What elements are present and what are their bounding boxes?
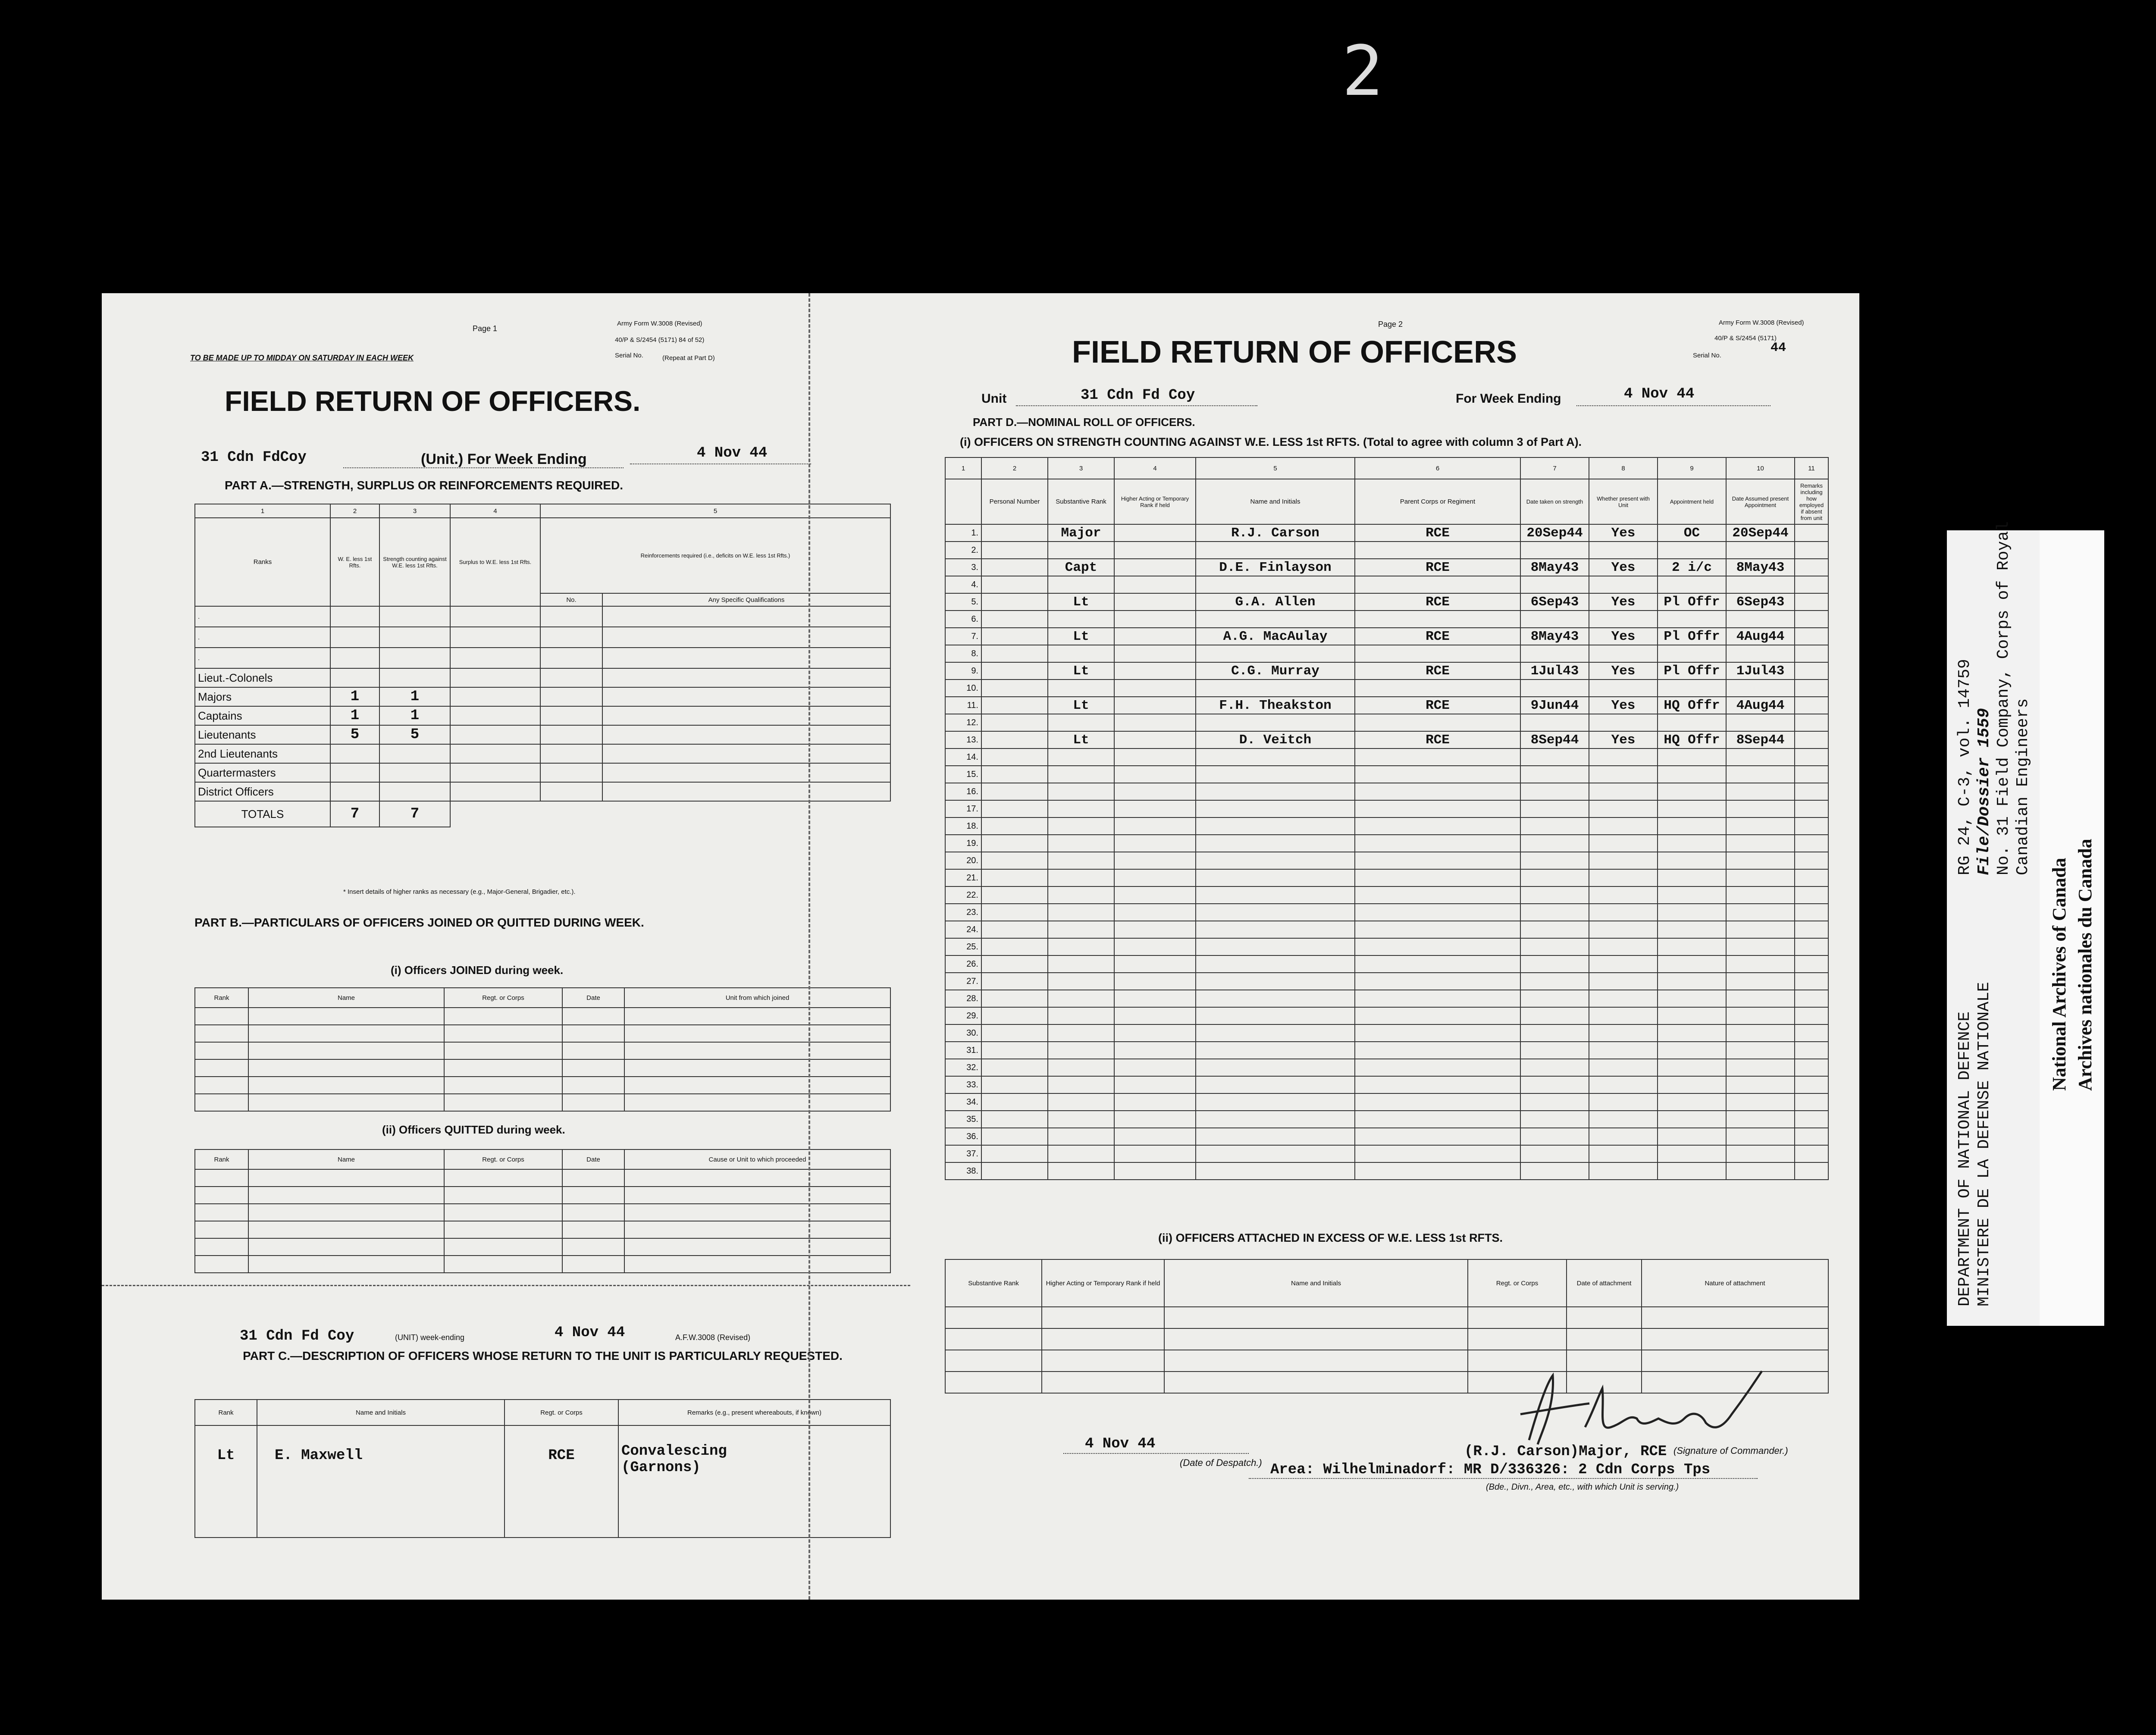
joined-head-corps: Regt. or Corps (444, 988, 562, 1008)
officer-present: Yes (1589, 697, 1658, 714)
archive-nac-fr: Archives nationales du Canada (2075, 839, 2096, 1091)
part-a-head-ranks: Ranks (195, 518, 330, 606)
head-acting-rank: Higher Acting or Temporary Rank if held (1114, 479, 1196, 524)
officer-rank: Lt (1048, 662, 1114, 680)
captains-strength: 1 (379, 706, 450, 725)
majors-strength: 1 (379, 687, 450, 706)
roll-row (945, 852, 1828, 869)
page2-unit-label: Unit (981, 391, 1007, 406)
roll-row-number: 13. (945, 731, 981, 748)
head-remarks: Remarks including how employed if absent from unit (1795, 479, 1828, 524)
part-a-col-5: 5 (540, 504, 890, 518)
officer-appt: OC (1658, 524, 1726, 542)
roll-row-number: 32. (945, 1059, 981, 1076)
roll-row-number: 6. (945, 611, 981, 628)
officer-name: D. Veitch (1196, 731, 1355, 748)
page1-label: Page 1 (473, 324, 498, 333)
officer-present: Yes (1589, 662, 1658, 680)
roll-row (945, 714, 1828, 731)
roll-row (945, 731, 1828, 748)
part-d-title: PART D.—NOMINAL ROLL OF OFFICERS. (973, 416, 1195, 429)
rank-2nd-lieutenants: 2nd Lieutenants (195, 744, 330, 763)
head-substantive-rank: Substantive Rank (1048, 479, 1114, 524)
archive-dept-line1: DEPARTMENT OF NATIONAL DEFENCE (1955, 1011, 1974, 1306)
part-c-unit: 31 Cdn Fd Coy (240, 1328, 354, 1344)
quitted-head-corps: Regt. or Corps (444, 1149, 562, 1169)
officer-present: Yes (1589, 524, 1658, 542)
roll-row (945, 904, 1828, 921)
frame-number: 2 (1341, 31, 1384, 111)
officer-corps: RCE (1355, 731, 1520, 748)
joined-head-rank: Rank (195, 988, 248, 1008)
part-c-head-name: Name and Initials (257, 1400, 505, 1425)
officer-present: Yes (1589, 559, 1658, 576)
archive-unit-1: No. 31 Field Company, Corps of Royal (1994, 521, 2013, 875)
roll-row (945, 1162, 1828, 1180)
att-head-nature: Nature of attachment (1642, 1259, 1828, 1307)
roll-row-number: 30. (945, 1024, 981, 1042)
officer-appt: 2 i/c (1658, 559, 1726, 576)
totals-we: 7 (330, 801, 379, 827)
officer-name: R.J. Carson (1196, 524, 1355, 542)
roll-row-number: 1. (945, 524, 981, 542)
page1-unit-value: 31 Cdn FdCoy (201, 449, 307, 466)
lieutenants-we: 5 (330, 725, 379, 744)
archive-label (1947, 521, 2104, 1326)
roll-row-number: 24. (945, 921, 981, 938)
nominal-roll-table: 1 2 3 4 5 6 7 8 9 10 11 Personal Number Substantive Rank Higher Acting or Temporary Rank if held Name and Initials Parent Corps or Regiment Date taken on strength Whether present with Unit Appointment held Date Assumed present Appointment Remarks including how employed if absent from unit 1. Major R.J. Carson RCE 20Sep44 Yes OC 20Sep44 2. 3. Capt D.E. Finlayson RCE 8May43 Yes 2 i/c 8May43 4. 5. Lt G.A. Allen RCE 6Sep43 Yes Pl Offr 6Sep43 6. 7. Lt A.G. MacAulay RCE 8May43 Yes Pl Offr 4Aug44 8. 9. Lt C.G. Murray RCE 1Jul43 Yes Pl Offr 1Jul43 10. 11. Lt F.H. Theakston RCE 9Jun44 Yes HQ Offr 4Aug44 12. 13. Lt D. Veitch RCE 8Sep44 Yes HQ Offr 8Sep44 14. 15. 16. 17. 18. 19. 20. 21. 22. 23. 24. 25. 26. 27. 28. 29. 30. 31. 32. 33. 34. 35. 36. 37. 38. (945, 457, 1829, 1180)
roll-row (945, 1042, 1828, 1059)
totals-label: TOTALS (195, 801, 330, 827)
roll-row-number: 34. (945, 1093, 981, 1111)
officer-corps: RCE (1355, 593, 1520, 611)
roll-row-number: 8. (945, 645, 981, 662)
officer-rank: Lt (1048, 628, 1114, 645)
officer-rank: Major (1048, 524, 1114, 542)
roll-row-number: 36. (945, 1128, 981, 1145)
roll-row-number: 31. (945, 1042, 981, 1059)
roll-row (945, 973, 1828, 990)
roll-row-number: 11. (945, 697, 981, 714)
roll-row (945, 990, 1828, 1007)
form-sheet (102, 293, 1859, 1600)
part-a-col-3: 3 (379, 504, 450, 518)
officer-corps: RCE (1355, 662, 1520, 680)
officer-tos: 6Sep43 (1520, 593, 1589, 611)
part-a-col-2: 2 (330, 504, 379, 518)
roll-row-number: 3. (945, 559, 981, 576)
roll-row (945, 593, 1828, 611)
page1-serial-label: Serial No. (615, 352, 643, 359)
roll-row (945, 869, 1828, 886)
att-head-acting: Higher Acting or Temporary Rank if held (1042, 1259, 1164, 1307)
roll-row-number: 19. (945, 835, 981, 852)
roll-row (945, 800, 1828, 817)
roll-row (945, 524, 1828, 542)
page2-army-form: Army Form W.3008 (Revised) (1719, 319, 1804, 326)
officer-rank: Lt (1048, 593, 1114, 611)
archive-ref: RG 24, C-3, vol. 14759 (1955, 659, 1974, 875)
roll-row-number: 27. (945, 973, 981, 990)
part-c-unit-label: (UNIT) week-ending (395, 1333, 465, 1342)
part-c-table (194, 1399, 891, 1538)
head-personal-number: Personal Number (981, 479, 1048, 524)
part-a-col-4: 4 (450, 504, 540, 518)
lieutenants-strength: 5 (379, 725, 450, 744)
roll-row (945, 628, 1828, 645)
joined-table (194, 987, 891, 1112)
part-a-head-reinf: Reinforcements required (i.e., deficits on W.E. less 1st Rfts.) (540, 518, 890, 593)
roll-row (945, 886, 1828, 904)
officer-tos: 20Sep44 (1520, 524, 1589, 542)
att-head-name: Name and Initials (1164, 1259, 1468, 1307)
page2-unit-value: 31 Cdn Fd Coy (1081, 387, 1195, 404)
part-a-table: 1 2 3 4 5 Ranks W. E. less 1st Rfts. Strength counting against W.E. less 1st Rfts. Surplus to W.E. less 1st Rfts. Reinforcements required (i.e., deficits on W.E. less 1st Rfts.) No. Any Specific Qualifications . . . Lieut.-Colonels Majors 1 1 Captains 1 1 Lieutenants 5 5 2nd Lieutenants Quartermasters District Officers TOTALS 7 7 (194, 504, 891, 827)
rank-quartermasters: Quartermasters (195, 763, 330, 782)
officer-tos: 8May43 (1520, 559, 1589, 576)
rank-lieut-colonels: Lieut.-Colonels (195, 668, 330, 687)
officer-name: A.G. MacAulay (1196, 628, 1355, 645)
roll-row (945, 1128, 1828, 1145)
officer-appt: Pl Offr (1658, 628, 1726, 645)
roll-row (945, 542, 1828, 559)
roll-row-number: 16. (945, 783, 981, 800)
officer-appt: Pl Offr (1658, 662, 1726, 680)
archive-file: File/Dossier 1559 (1975, 708, 1993, 875)
despatch-date: 4 Nov 44 (1085, 1436, 1156, 1452)
rank-lieutenants: Lieutenants (195, 725, 330, 744)
officer-tos: 8Sep44 (1520, 731, 1589, 748)
officer-appt-date: 8May43 (1726, 559, 1795, 576)
officer-name: D.E. Finlayson (1196, 559, 1355, 576)
page-fold-line (808, 293, 810, 1600)
part-a-head-quals: Any Specific Qualifications (602, 593, 890, 606)
roll-row (945, 1059, 1828, 1076)
page2-unit-underline (1016, 405, 1257, 406)
roll-row-number: 21. (945, 869, 981, 886)
attached-title: (ii) OFFICERS ATTACHED IN EXCESS OF W.E. LESS 1st RFTS. (1158, 1231, 1503, 1244)
page1-instruction: TO BE MADE UP TO MIDDAY ON SATURDAY IN EACH WEEK (190, 354, 414, 362)
part-b-title: PART B.—PARTICULARS OF OFFICERS JOINED OR QUITTED DURING WEEK. (194, 916, 644, 929)
roll-row-number: 23. (945, 904, 981, 921)
part-a-title: PART A.—STRENGTH, SURPLUS OR REINFORCEMENTS REQUIRED. (225, 479, 624, 492)
officer-name: C.G. Murray (1196, 662, 1355, 680)
officer-corps: RCE (1355, 628, 1520, 645)
roll-row-number: 38. (945, 1162, 981, 1180)
head-appt-date: Date Assumed present Appointment (1726, 479, 1795, 524)
area-line: Area: Wilhelminadorf: MR D/336326: 2 Cdn Corps Tps (1270, 1462, 1711, 1478)
officer-appt: Pl Offr (1658, 593, 1726, 611)
totals-strength: 7 (379, 801, 450, 827)
officer-corps: RCE (1355, 697, 1520, 714)
part-c-head-remarks: Remarks (e.g., present whereabouts, if known) (618, 1400, 890, 1425)
part-a-head-strength: Strength counting against W.E. less 1st Rfts. (379, 518, 450, 606)
roll-row-number: 18. (945, 817, 981, 835)
part-a-footnote: * Insert details of higher ranks as necessary (e.g., Major-General, Brigadier, etc.). (343, 888, 576, 896)
area-note: (Bde., Divn., Area, etc., with which Unit is serving.) (1486, 1482, 1679, 1492)
officer-present: Yes (1589, 731, 1658, 748)
joined-head-date: Date (562, 988, 624, 1008)
despatch-underline (1063, 1453, 1249, 1454)
roll-row (945, 645, 1828, 662)
part-c-form: A.F.W.3008 (Revised) (675, 1333, 751, 1342)
roll-row (945, 938, 1828, 955)
head-tos: Date taken on strength (1520, 479, 1589, 524)
quitted-head-name: Name (248, 1149, 444, 1169)
roll-row (945, 748, 1828, 766)
part-d-sub: (i) OFFICERS ON STRENGTH COUNTING AGAINST W.E. LESS 1st RFTS. (Total to agree with column 3 of Part A). (960, 435, 1582, 448)
page1-week-ending: 4 Nov 44 (697, 445, 768, 461)
officer-name: F.H. Theakston (1196, 697, 1355, 714)
roll-row (945, 611, 1828, 628)
roll-row (945, 835, 1828, 852)
roll-row (945, 783, 1828, 800)
roll-row-number: 15. (945, 766, 981, 783)
page2-week-value: 4 Nov 44 (1624, 386, 1695, 402)
roll-row-number: 37. (945, 1145, 981, 1162)
roll-row (945, 955, 1828, 973)
officer-present: Yes (1589, 593, 1658, 611)
officer-rank: Capt (1048, 559, 1114, 576)
roll-row-number: 17. (945, 800, 981, 817)
roll-row-number: 20. (945, 852, 981, 869)
majors-we: 1 (330, 687, 379, 706)
page1-form-code: 40/P & S/2454 (5171) 84 of 52) (615, 336, 705, 344)
officer-appt-date: 20Sep44 (1726, 524, 1795, 542)
roll-row (945, 697, 1828, 714)
roll-row-number: 4. (945, 576, 981, 593)
officer-rank: Lt (1048, 731, 1114, 748)
officer-tos: 8May43 (1520, 628, 1589, 645)
roll-row-number: 9. (945, 662, 981, 680)
part-c-title: PART C.—DESCRIPTION OF OFFICERS WHOSE RETURN TO THE UNIT IS PARTICULARLY REQUESTED. (243, 1349, 843, 1362)
archive-nac-en: National Archives of Canada (2049, 858, 2070, 1091)
joined-head-unit: Unit from which joined (624, 988, 890, 1008)
roll-row (945, 921, 1828, 938)
part-c-entry-rank: Lt (195, 1425, 257, 1538)
joined-title: (i) Officers JOINED during week. (391, 964, 564, 977)
page2-form-code: 40/P & S/2454 (5171) (1714, 335, 1777, 342)
roll-row-number: 29. (945, 1007, 981, 1024)
officer-rank: Lt (1048, 697, 1114, 714)
officer-appt-date: 1Jul43 (1726, 662, 1795, 680)
roll-row (945, 1093, 1828, 1111)
roll-row (945, 576, 1828, 593)
roll-row (945, 662, 1828, 680)
archive-nac-panel (2040, 530, 2104, 1326)
nominal-roll-body (945, 524, 1828, 1180)
roll-row (945, 766, 1828, 783)
page2-label: Page 2 (1378, 320, 1403, 329)
area-underline (1249, 1478, 1758, 1479)
part-c-entry-remarks-1: Convalescing (621, 1443, 727, 1459)
roll-row (945, 1007, 1828, 1024)
roll-row (945, 1076, 1828, 1093)
captains-we: 1 (330, 706, 379, 725)
page2-serial-label: Serial No. (1693, 352, 1721, 359)
att-head-date: Date of attachment (1567, 1259, 1642, 1307)
archive-unit-2: Canadian Engineers (2014, 698, 2032, 875)
head-present: Whether present with Unit (1589, 479, 1658, 524)
archive-dept-line2: MINISTERE DE LA DEFENSE NATIONALE (1975, 982, 1993, 1306)
page2-week-label: For Week Ending (1456, 391, 1561, 406)
roll-row (945, 1145, 1828, 1162)
head-name: Name and Initials (1196, 479, 1355, 524)
page1-title: FIELD RETURN OF OFFICERS. (225, 385, 641, 417)
part-c-entry-name: E. Maxwell (257, 1425, 505, 1538)
page1-army-form: Army Form W.3008 (Revised) (617, 320, 702, 327)
part-a-head-surplus: Surplus to W.E. less 1st Rfts. (450, 518, 540, 606)
roll-row (945, 680, 1828, 697)
roll-row-number: 7. (945, 628, 981, 645)
part-a-head-no: No. (540, 593, 602, 606)
page2-serial-no: 44 (1771, 341, 1786, 355)
officer-tos: 1Jul43 (1520, 662, 1589, 680)
part-c-perforation (102, 1285, 910, 1286)
page2-week-underline (1576, 405, 1771, 406)
roll-row-number: 33. (945, 1076, 981, 1093)
commander-label: (Signature of Commander.) (1673, 1445, 1788, 1456)
roll-row (945, 1024, 1828, 1042)
officer-corps: RCE (1355, 524, 1520, 542)
roll-row-number: 12. (945, 714, 981, 731)
rank-captains: Captains (195, 706, 330, 725)
officer-name: G.A. Allen (1196, 593, 1355, 611)
part-a-col-1: 1 (195, 504, 330, 518)
page2-title: FIELD RETURN OF OFFICERS (1072, 335, 1517, 370)
rank-majors: Majors (195, 687, 330, 706)
roll-row-number: 35. (945, 1111, 981, 1128)
page-2 (912, 293, 1859, 1600)
quitted-title: (ii) Officers QUITTED during week. (382, 1123, 565, 1136)
roll-row (945, 559, 1828, 576)
officer-appt-date: 6Sep43 (1726, 593, 1795, 611)
part-c-entry-corps: RCE (505, 1425, 618, 1538)
officer-corps: RCE (1355, 559, 1520, 576)
officer-present: Yes (1589, 628, 1658, 645)
part-c-head-corps: Regt. or Corps (505, 1400, 618, 1425)
head-corps: Parent Corps or Regiment (1355, 479, 1520, 524)
part-c-week: 4 Nov 44 (555, 1325, 625, 1341)
quitted-head-rank: Rank (195, 1149, 248, 1169)
roll-row-number: 2. (945, 542, 981, 559)
quitted-head-date: Date (562, 1149, 624, 1169)
roll-row-number: 25. (945, 938, 981, 955)
officer-appt-date: 4Aug44 (1726, 697, 1795, 714)
officer-appt-date: 4Aug44 (1726, 628, 1795, 645)
page-1 (102, 293, 910, 1600)
head-appointment: Appointment held (1658, 479, 1726, 524)
roll-row-number: 5. (945, 593, 981, 611)
officer-appt: HQ Offr (1658, 697, 1726, 714)
page1-serial-note: (Repeat at Part D) (662, 354, 715, 362)
officer-appt-date: 8Sep44 (1726, 731, 1795, 748)
roll-row-number: 22. (945, 886, 981, 904)
officer-appt: HQ Offr (1658, 731, 1726, 748)
quitted-head-cause: Cause or Unit to which proceeded (624, 1149, 890, 1169)
officer-tos: 9Jun44 (1520, 697, 1589, 714)
part-a-head-we: W. E. less 1st Rfts. (330, 518, 379, 606)
part-c-head-rank: Rank (195, 1400, 257, 1425)
commander-name: (R.J. Carson)Major, RCE (1464, 1444, 1667, 1460)
roll-row-number: 28. (945, 990, 981, 1007)
part-c-entry-remarks-2: (Garnons) (621, 1459, 701, 1476)
roll-row-number: 26. (945, 955, 981, 973)
quitted-table (194, 1149, 891, 1273)
joined-head-name: Name (248, 988, 444, 1008)
commander-signature (1512, 1358, 1779, 1457)
roll-row (945, 1111, 1828, 1128)
rank-district-officers: District Officers (195, 782, 330, 801)
att-head-corps: Regt. or Corps (1468, 1259, 1567, 1307)
roll-row-number: 10. (945, 680, 981, 697)
att-head-rank: Substantive Rank (945, 1259, 1042, 1307)
page1-unit-label: (Unit.) For Week Ending (421, 451, 587, 467)
roll-row (945, 817, 1828, 835)
despatch-label: (Date of Despatch.) (1180, 1457, 1262, 1468)
roll-row-number: 14. (945, 748, 981, 766)
